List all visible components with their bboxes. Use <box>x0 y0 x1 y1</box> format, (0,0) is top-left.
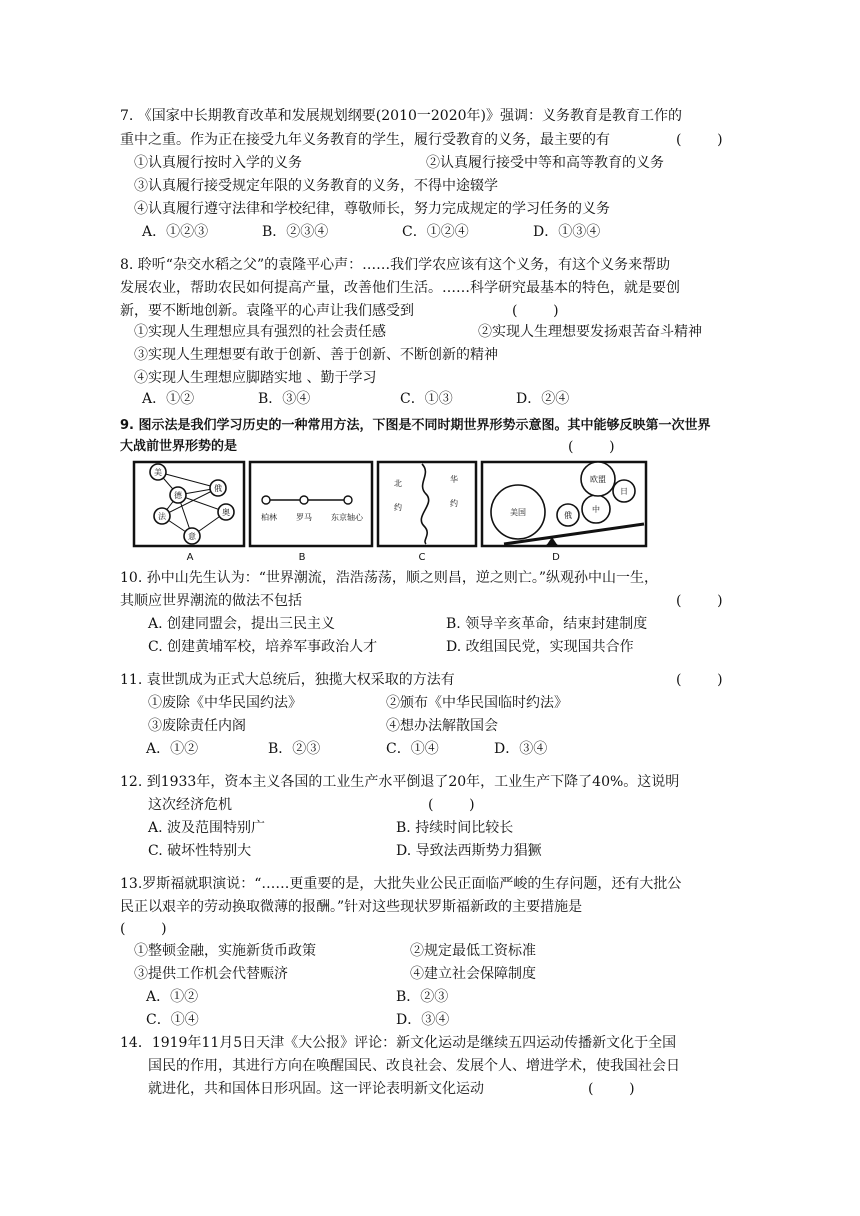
panel-d <box>482 462 646 562</box>
panel-a <box>134 462 244 562</box>
q11-option-3: ③废除责任内阁 <box>148 718 246 734</box>
q7-choice-b: B．②③④ <box>262 224 329 240</box>
label-nato-1: 北 <box>394 479 402 488</box>
caption-b: B <box>298 552 306 562</box>
label-usa: 美国 <box>510 508 526 517</box>
q8-option-2: ②实现人生理想要发扬艰苦奋斗精神 <box>478 324 702 340</box>
q11-option-2: ②颁布《中华民国临时约法》 <box>386 695 568 711</box>
label-austria: 奥 <box>222 508 230 517</box>
label-rome: 罗马 <box>296 513 312 522</box>
node-tokyo <box>344 496 352 504</box>
q8-choice-d: D．②④ <box>516 391 570 407</box>
q7-option-3: ③认真履行接受规定年限的义务教育的义务，不得中途辍学 <box>134 178 498 194</box>
world-situation-diagram <box>132 460 648 562</box>
q12-line-1: 12. 到1933年，资本主义各国的工业生产水平倒退了20年，工业生产下降了40%。这说明 <box>120 774 680 790</box>
q12-option-d: D. 导致法西斯势力猖獗 <box>396 843 542 859</box>
label-tokyo-axis: 东京轴心 <box>331 513 363 522</box>
q14-line-3: 就进化，共和国体日形巩固。这一评论表明新文化运动 <box>148 1081 484 1097</box>
q10-line-1: 10. 孙中山先生认为：“世界潮流，浩浩荡荡，顺之则昌，逆之则亡。”纵观孙中山一生， <box>120 570 659 586</box>
q13-choice-d: D．③④ <box>396 1012 450 1028</box>
q13-option-2: ②规定最低工资标准 <box>410 943 536 959</box>
q11-choice-b: B．②③ <box>268 741 321 757</box>
q9-line-1: 9. 图示法是我们学习历史的一种常用方法，下图是不同时期世界形势示意图。其中能够反映第一次世界 <box>120 418 711 433</box>
q10-option-c: C. 创建黄埔军校，培养军事政治人才 <box>148 639 378 655</box>
q11-choice-c: C．①④ <box>386 741 439 757</box>
q14-line-2: 国民的作用，其进行方向在唤醒国民、改良社会、发展个人、增进学术，使我国社会日 <box>148 1058 680 1074</box>
q12-option-c: C. 破坏性特别大 <box>148 843 252 859</box>
q10-option-a: A. 创建同盟会，提出三民主义 <box>148 616 336 632</box>
q12-answer-blank: ( ) <box>428 797 475 813</box>
q14-answer-blank: ( ) <box>588 1081 635 1097</box>
q10-option-d: D. 改组国民党，实现国共合作 <box>446 639 634 655</box>
q11-choice-a: A．①② <box>146 741 199 757</box>
label-nato-2: 约 <box>394 503 402 512</box>
q8-option-3: ③实现人生理想要有敢于创新、善于创新、不断创新的精神 <box>134 347 498 363</box>
q11-line-1: 11. 袁世凯成为正式大总统后，独揽大权采取的方法有 <box>120 672 455 688</box>
q7-line-1: 7. 《国家中长期教育改革和发展规划纲要(2010一2020年)》强调：义务教育是教育工作的 <box>120 108 682 124</box>
q7-option-4: ④认真履行遵守法律和学校纪律，尊敬师长，努力完成规定的学习任务的义务 <box>134 201 610 217</box>
q13-choice-c: C．①④ <box>146 1012 199 1028</box>
q11-answer-blank: ( ) <box>676 672 723 688</box>
q13-choice-a: A．①② <box>146 989 199 1005</box>
caption-a: A <box>186 552 194 562</box>
panel-b <box>250 462 372 562</box>
q8-line-2: 发展农业，帮助农民如何提高产量，改善他们生活。……科学研究最基本的特色，就是要创 <box>120 280 680 296</box>
caption-d: D <box>552 552 560 562</box>
q8-option-4: ④实现人生理想应脚踏实地 、勤于学习 <box>134 370 377 386</box>
q14-line-1: 14．1919年11月5日天津《大公报》评论：新文化运动是继续五四运动传播新文化于全国 <box>120 1035 677 1051</box>
q13-line-2: 民正以艰辛的劳动换取微薄的报酬。”针对这些现状罗斯福新政的主要措施是 <box>120 899 583 915</box>
q10-answer-blank: ( ) <box>676 593 723 609</box>
q12-option-a: A. 波及范围特别广 <box>148 820 266 836</box>
caption-c: C <box>418 552 426 562</box>
q7-choice-c: C．①②④ <box>402 224 469 240</box>
q8-answer-blank: ( ) <box>512 303 559 319</box>
q9-line-2: 大战前世界形势的是 <box>120 439 238 454</box>
diagram-svg <box>132 460 648 562</box>
label-warsaw-1: 华 <box>450 475 458 484</box>
q12-option-b: B. 持续时间比较长 <box>396 820 514 836</box>
q12-line-2: 这次经济危机 <box>148 797 232 813</box>
q8-line-1: 8. 聆听“杂交水稻之父”的袁隆平心声：……我们学农应该有这个义务，有这个义务来帮助 <box>120 257 671 273</box>
node-rome <box>300 496 308 504</box>
panel-c <box>378 462 476 562</box>
q8-choice-b: B．③④ <box>258 391 311 407</box>
q7-option-2: ②认真履行接受中等和高等教育的义务 <box>426 155 664 171</box>
q13-option-3: ③提供工作机会代替赈济 <box>134 966 288 982</box>
label-italy: 意 <box>188 532 196 541</box>
q10-line-2: 其顺应世界潮流的做法不包括 <box>120 593 302 609</box>
q13-choice-b: B．②③ <box>396 989 449 1005</box>
q7-line-2: 重中之重。作为正在接受九年义务教育的学生，履行受教育的义务，最主要的有 <box>120 132 610 148</box>
q8-choice-c: C．①③ <box>400 391 453 407</box>
q9-answer-blank: ( ) <box>568 439 615 455</box>
label-france: 法 <box>158 512 166 521</box>
q8-line-3: 新，要不断地创新。袁隆平的心声让我们感受到 <box>120 303 414 319</box>
label-eu: 欧盟 <box>590 475 606 484</box>
q7-choice-a: A．①②③ <box>142 224 209 240</box>
q8-option-1: ①实现人生理想应具有强烈的社会责任感 <box>134 324 386 340</box>
label-germany: 德 <box>174 491 182 500</box>
q11-option-4: ④想办法解散国会 <box>386 718 498 734</box>
q13-answer-blank: ( ) <box>120 921 167 937</box>
label-berlin: 柏林 <box>261 513 277 522</box>
q10-option-b: B. 领导辛亥革命，结束封建制度 <box>446 616 648 632</box>
label-d-russia: 俄 <box>564 511 572 520</box>
q11-choice-d: D．③④ <box>494 741 548 757</box>
label-us: 美 <box>154 468 162 477</box>
node-berlin <box>262 496 270 504</box>
q13-line-1: 13.罗斯福就职演说：“……更重要的是，大批失业公民正面临严峻的生存问题，还有大批公 <box>120 876 682 892</box>
label-warsaw-2: 约 <box>450 499 458 508</box>
q13-option-1: ①整顿金融，实施新货币政策 <box>134 943 316 959</box>
q8-choice-a: A．①② <box>142 391 195 407</box>
label-japan: 日 <box>620 487 628 496</box>
q11-option-1: ①废除《中华民国约法》 <box>148 695 302 711</box>
label-russia: 俄 <box>214 484 222 493</box>
q7-choice-d: D．①③④ <box>533 224 601 240</box>
q7-answer-blank: ( ) <box>676 132 723 148</box>
label-china: 中 <box>592 505 600 514</box>
q7-option-1: ①认真履行按时入学的义务 <box>134 155 302 171</box>
q13-option-4: ④建立社会保障制度 <box>410 966 536 982</box>
